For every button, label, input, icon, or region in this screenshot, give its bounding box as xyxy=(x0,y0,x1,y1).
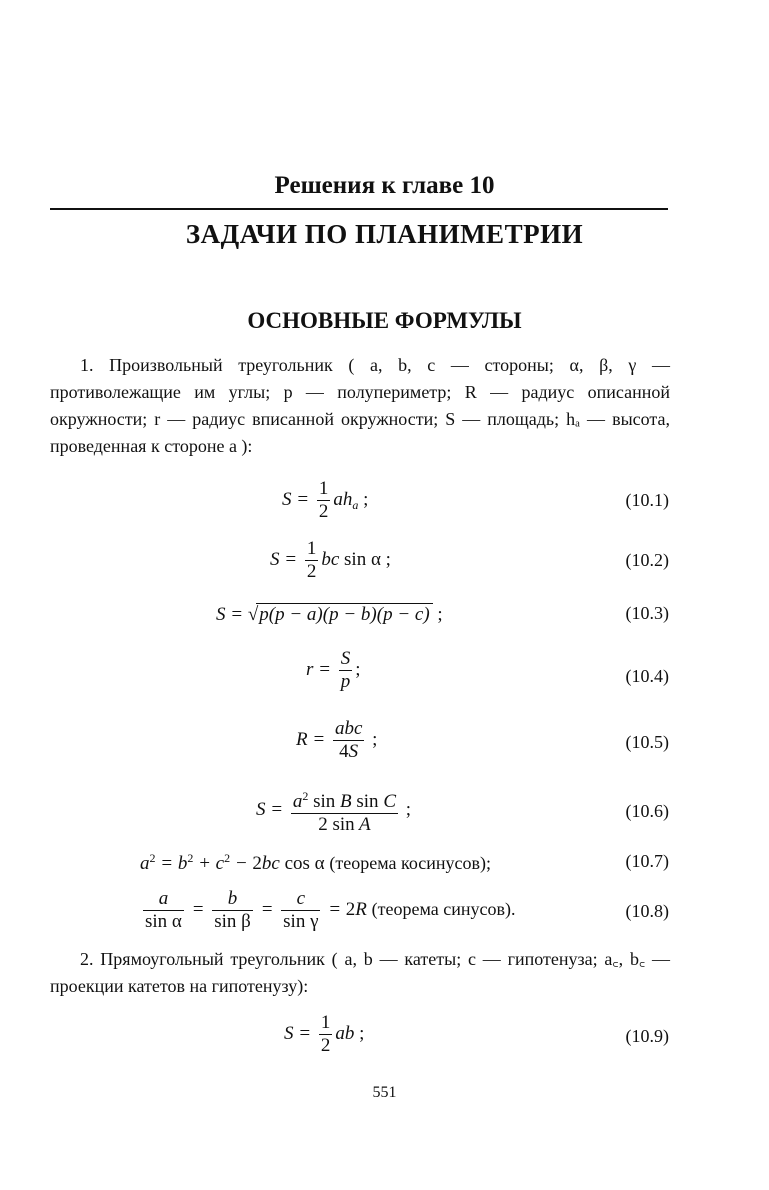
cos-theorem-note: (теорема косинусов); xyxy=(329,853,492,873)
paragraph-2: 2. Прямоугольный треугольник ( a, b — катеты; c — гипотенуза; a꜀, b꜀ — проекции катетов на гипотенузу): xyxy=(50,949,670,996)
sin-theorem-note: (теорема синусов). xyxy=(371,898,516,919)
eq-number: (10.4) xyxy=(625,666,669,686)
main-title: ЗАДАЧИ ПО ПЛАНИМЕТРИИ xyxy=(185,219,584,249)
paragraph-1: 1. Произвольный треугольник ( a, b, c — стороны; α, β, γ — противолежащие им углы; p — полупериметр; R — радиус описанной окружности; r — радиус вписанной окружности; S — площадь; hₐ — высота, проведенная к стороне a ): xyxy=(50,355,670,456)
eq-number: (10.3) xyxy=(625,603,669,623)
eq-number: (10.1) xyxy=(625,490,669,510)
eq-number: (10.9) xyxy=(625,1026,669,1046)
heading-rule xyxy=(50,208,668,210)
eq-number: (10.8) xyxy=(625,901,669,921)
eq-number: (10.7) xyxy=(625,851,669,871)
eq-number: (10.6) xyxy=(625,801,669,821)
eq-number: (10.5) xyxy=(625,732,669,752)
chapter-heading: Решения к главе 10 xyxy=(274,172,495,199)
eq-number: (10.2) xyxy=(625,550,669,570)
section-title: ОСНОВНЫЕ ФОРМУЛЫ xyxy=(247,308,522,333)
page-number: 551 xyxy=(372,1084,397,1101)
